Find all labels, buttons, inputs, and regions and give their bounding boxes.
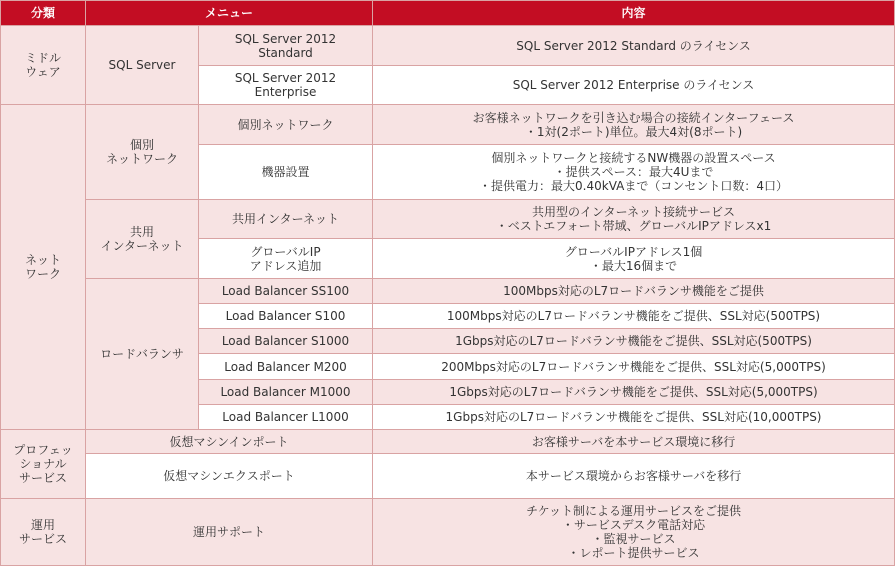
menu-cell: [199, 329, 373, 354]
content-text: お客様サーバを本サービス環境に移行: [531, 434, 736, 449]
menu-cell: [199, 105, 373, 145]
content-cell: [373, 454, 895, 499]
content-text: チケット制による運用サービスをご提供 ・サービスデスク電話対応 ・監視サービス ・レポート提供サービス: [526, 504, 741, 560]
group-label: 個別 ネットワーク: [105, 138, 178, 166]
content-cell: [373, 405, 895, 430]
content-cell: [373, 66, 895, 105]
content-text: 100Mbps対応のL7ロードバランサ機能をご提供: [503, 284, 764, 298]
content-cell: [373, 279, 895, 304]
group-label: SQL Server: [108, 58, 176, 72]
group-label: ロードバランサ: [100, 347, 184, 361]
content-cell: [373, 499, 895, 566]
menu-label: Load Balancer L1000: [222, 410, 349, 424]
menu-cell: [199, 354, 373, 380]
category-cell-professional: [1, 430, 86, 499]
menu-cell: [199, 279, 373, 304]
table-row: [1, 430, 895, 454]
content-text: 個別ネットワークと接続するNW機器の設置スペース ・提供スペース：最大4Uまで ・提供電力：最大0.40kVAまで（コンセント口数：4口）: [479, 151, 788, 193]
content-text: 1Gbps対応のL7ロードバランサ機能をご提供、SSL対応(500TPS): [455, 334, 812, 348]
menu-cell: [199, 239, 373, 279]
group-label: 共用 インターネット: [100, 225, 184, 253]
table-row: [1, 105, 895, 145]
content-text: お客様ネットワークを引き込む場合の接続インターフェース ・1対(2ポート)単位。最大4対(8ポート): [472, 110, 795, 139]
category-label: ミドル ウェア: [24, 51, 61, 79]
content-cell: [373, 354, 895, 380]
content-cell: [373, 26, 895, 66]
category-label: 運用 サービス: [18, 518, 67, 546]
category-cell-network: [1, 105, 86, 430]
menu-cell: [86, 430, 373, 454]
table-row: [1, 454, 895, 499]
content-text: SQL Server 2012 Enterprise のライセンス: [512, 78, 755, 92]
table-row: [1, 499, 895, 566]
content-text: 共用型のインターネット接続サービス ・ベストエフォート帯域、グローバルIPアドレスx1: [495, 205, 772, 233]
menu-label: SQL Server 2012 Standard: [234, 31, 337, 60]
table-row: [1, 279, 895, 304]
group-cell-individual-network: [86, 105, 199, 200]
group-cell-load-balancer: [86, 279, 199, 430]
content-cell: [373, 200, 895, 239]
content-text: 1Gbps対応のL7ロードバランサ機能をご提供、SSL対応(10,000TPS): [445, 410, 822, 424]
menu-label: Load Balancer S1000: [221, 334, 350, 348]
content-cell: [373, 430, 895, 454]
menu-label: グローバルIP アドレス追加: [249, 244, 322, 273]
category-label: ネット ワーク: [24, 253, 61, 281]
content-cell: [373, 239, 895, 279]
menu-label: 個別ネットワーク: [237, 117, 334, 132]
content-text: SQL Server 2012 Standard のライセンス: [516, 38, 751, 53]
header-row: [1, 1, 895, 26]
header-category: 分類: [1, 1, 86, 26]
menu-cell: [199, 304, 373, 329]
content-cell: [373, 304, 895, 329]
menu-cell: [86, 454, 373, 499]
menu-cell: [199, 66, 373, 105]
menu-label: Load Balancer M1000: [220, 385, 351, 399]
header-menu: メニュー: [86, 1, 373, 26]
menu-label: 仮想マシンインポート: [169, 434, 289, 449]
menu-cell: [86, 499, 373, 566]
menu-cell: [199, 380, 373, 405]
content-text: 1Gbps対応のL7ロードバランサ機能をご提供、SSL対応(5,000TPS): [449, 385, 818, 399]
category-label: プロフェッ ショナル サービス: [13, 443, 73, 485]
category-cell-middleware: [1, 26, 86, 105]
menu-cell: [199, 26, 373, 66]
table-row: [1, 200, 895, 239]
content-text: グローバルIPアドレス1個 ・最大16個まで: [564, 244, 703, 273]
menu-label: 運用サポート: [193, 525, 266, 539]
menu-label: 仮想マシンエクスポート: [163, 469, 295, 483]
menu-label: 共用インターネット: [232, 212, 339, 226]
content-text: 100Mbps対応のL7ロードバランサ機能をご提供、SSL対応(500TPS): [446, 309, 821, 323]
menu-label: 機器設置: [261, 165, 310, 179]
content-cell: [373, 145, 895, 200]
group-cell-shared-internet: [86, 200, 199, 279]
menu-cell: [199, 145, 373, 200]
content-text: 本サービス環境からお客様サーバを移行: [525, 469, 742, 483]
header-content: 内容: [373, 1, 895, 26]
table-row: [1, 26, 895, 66]
menu-label: SQL Server 2012 Enterprise: [234, 71, 337, 99]
content-cell: [373, 105, 895, 145]
category-cell-operation: [1, 499, 86, 566]
menu-label: Load Balancer S100: [225, 309, 346, 323]
menu-cell: [199, 200, 373, 239]
content-cell: [373, 329, 895, 354]
group-cell-sql-server: [86, 26, 199, 105]
menu-label: Load Balancer M200: [224, 359, 347, 374]
content-cell: [373, 380, 895, 405]
menu-label: Load Balancer SS100: [221, 284, 350, 298]
menu-cell: [199, 405, 373, 430]
content-text: 200Mbps対応のL7ロードバランサ機能をご提供、SSL対応(5,000TPS): [441, 359, 826, 374]
